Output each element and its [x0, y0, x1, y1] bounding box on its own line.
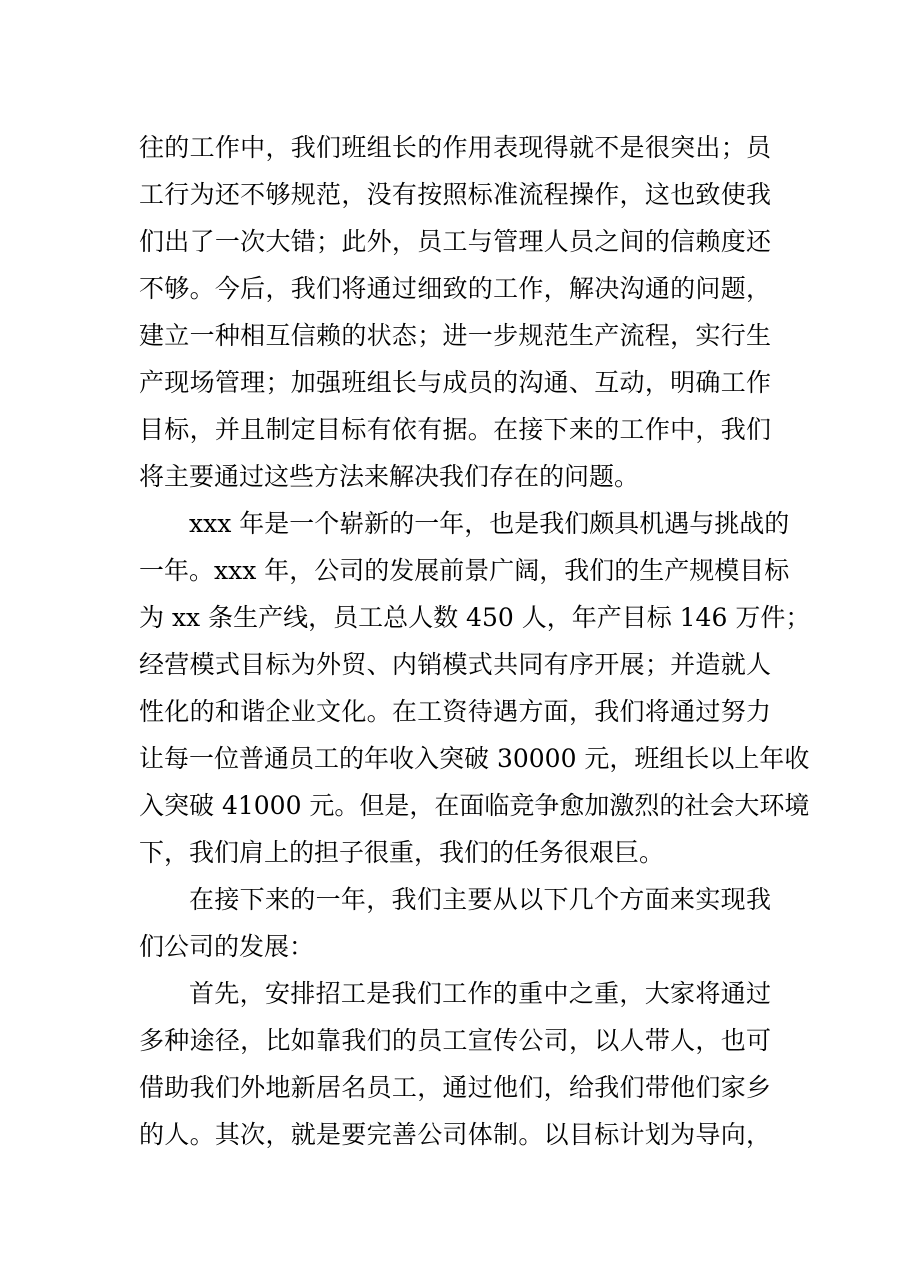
paragraph-4: [139, 970, 771, 1158]
text-line: 下，我们肩上的担子很重，我们的任务很艰巨。: [139, 838, 665, 867]
text-line: 借助我们外地新居名员工，通过他们，给我们带他们家乡: [139, 1073, 771, 1102]
text-line: xxx 年是一个崭新的一年，也是我们颇具机遇与挑战的: [189, 509, 790, 538]
text-line: 产现场管理；加强班组长与成员的沟通、互动，明确工作: [139, 368, 771, 397]
text-line: 们出了一次大错；此外，员工与管理人员之间的信赖度还: [139, 227, 771, 256]
text-line: 将主要通过这些方法来解决我们存在的问题。: [139, 462, 640, 491]
text-line: 性化的和谐企业文化。在工资待遇方面，我们将通过努力: [139, 697, 771, 726]
text-line: 一年。xxx 年，公司的发展前景广阔，我们的生产规模目标: [139, 556, 790, 585]
document-body: [139, 124, 811, 1158]
text-line: 建立一种相互信赖的状态；进一步规范生产流程，实行生: [139, 321, 771, 350]
text-line: 往的工作中，我们班组长的作用表现得就不是很突出；员: [139, 133, 771, 162]
text-line: 让每一位普通员工的年收入突破 30000 元，班组长以上年收: [139, 744, 810, 773]
text-line: 的人。其次，就是要完善公司体制。以目标计划为导向，: [139, 1120, 771, 1149]
paragraph-1: [139, 124, 771, 500]
text-line: 工行为还不够规范，没有按照标准流程操作，这也致使我: [139, 180, 771, 209]
text-line: 为 xx 条生产线，员工总人数 450 人，年产目标 146 万件；: [139, 603, 811, 632]
text-line: 经营模式目标为外贸、内销模式共同有序开展；并造就人: [139, 650, 771, 679]
text-line: 入突破 41000 元。但是，在面临竞争愈加激烈的社会大环境: [139, 791, 810, 820]
text-line: 在接下来的一年，我们主要从以下几个方面来实现我: [189, 885, 771, 914]
paragraph-3: [139, 876, 771, 970]
text-line: 目标，并且制定目标有依有据。在接下来的工作中，我们: [139, 415, 771, 444]
text-line: 多种途径，比如靠我们的员工宣传公司，以人带人，也可: [139, 1026, 771, 1055]
text-line: 首先，安排招工是我们工作的重中之重，大家将通过: [189, 979, 771, 1008]
text-line: 不够。今后，我们将通过细致的工作，解决沟通的问题，: [139, 274, 771, 303]
text-line: 们公司的发展：: [139, 932, 315, 961]
paragraph-2: [139, 500, 811, 876]
